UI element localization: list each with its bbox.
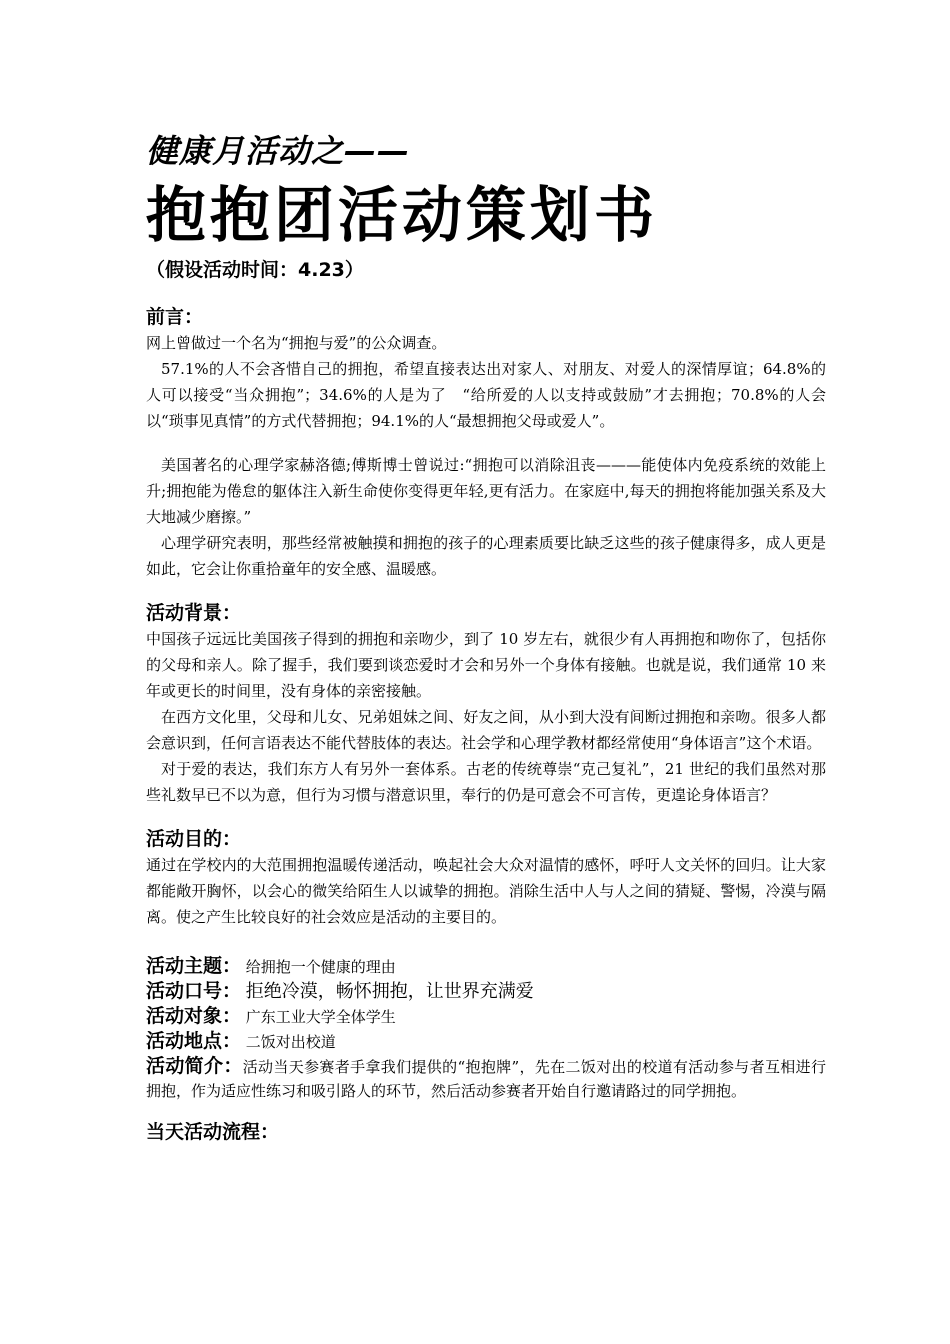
flow-heading: 当天活动流程：	[146, 1121, 280, 1143]
background-paragraph-3: 对于爱的表达，我们东方人有另外一套体系。古老的传统尊崇“克己复礼”，21 世纪的我们虽然对那些礼数早已不以为意，但行为习惯与潜意识里，奉行的仍是可意会不可言传，更遑论身体语言？	[146, 760, 826, 804]
preface-paragraph-4: 心理学研究表明，那些经常被触摸和拥抱的孩子的心理素质要比缺乏这些的孩子健康得多，成人更是如此，它会让你重拾童年的安全感、温暖感。	[146, 534, 826, 578]
theme-label: 活动主题：	[146, 955, 242, 977]
background-paragraph-1: 中国孩子远远比美国孩子得到的拥抱和亲吻少，到了 10 岁左右，就很少有人再拥抱和吻你了，包括你的父母和亲人。除了握手，我们要到谈恋爱时才会和另外一个身体有接触。也就是说，我们通常 10 来年或更长的时间里，没有身体的亲密接触。	[146, 630, 826, 700]
target-value: 广东工业大学全体学生	[245, 1008, 396, 1026]
location-value: 二饭对出校道	[245, 1033, 336, 1051]
preface-paragraph-1: 网上曾做过一个名为“拥抱与爱”的公众调查。	[146, 334, 447, 352]
purpose-heading: 活动目的：	[146, 828, 242, 850]
document-subtitle: 健康月活动之——	[146, 132, 411, 170]
purpose-paragraph: 通过在学校内的大范围拥抱温暖传递活动，唤起社会大众对温情的感怀，呼吁人文关怀的回归。让大家都能敞开胸怀，以会心的微笑给陌生人以诚挚的拥抱。消除生活中人与人之间的猜疑、警惕，冷漠与隔离。使之产生比较良好的社会效应是活动的主要目的。	[146, 856, 826, 926]
slogan-label: 活动口号：	[146, 980, 242, 1002]
date-note: （假设活动时间：4.23）	[146, 259, 364, 281]
intro-field	[146, 1054, 826, 1103]
preface-paragraph-3: 美国著名的心理学家赫洛德;傅斯博士曾说过:“拥抱可以消除沮丧———能使体内免疫系统的效能上升;拥抱能为倦怠的躯体注入新生命使你变得更年轻,更有活力。在家庭中,每天的拥抱将能加强关系及大大地减少磨擦。”	[146, 456, 826, 526]
background-heading: 活动背景：	[146, 602, 242, 624]
activity-fields	[146, 954, 826, 1103]
target-field	[146, 1004, 826, 1029]
document-page	[146, 128, 826, 1145]
preface-paragraph-2: 57.1%的人不会吝惜自己的拥抱，希望直接表达出对家人、对朋友、对爱人的深情厚谊；64.8%的人可以接受“当众拥抱”；34.6%的人是为了 “给所爱的人以支持或鼓励”才去拥抱；70.8%的人会以“琐事见真情”的方式代替拥抱；94.1%的人“最想拥抱父母或爱人”。	[146, 360, 826, 430]
preface-heading: 前言：	[146, 306, 204, 328]
location-label: 活动地点：	[146, 1030, 242, 1052]
theme-field	[146, 954, 826, 979]
location-field	[146, 1029, 826, 1054]
background-paragraph-2: 在西方文化里，父母和儿女、兄弟姐妹之间、好友之间，从小到大没有间断过拥抱和亲吻。很多人都会意识到，任何言语表达不能代替肢体的表达。社会学和心理学教材都经常使用“身体语言”这个术语。	[146, 708, 826, 752]
theme-value: 给拥抱一个健康的理由	[245, 958, 396, 976]
slogan-field	[146, 979, 826, 1004]
document-title: 抱抱团活动策划书	[146, 181, 658, 251]
intro-value: 活动当天参赛者手拿我们提供的“抱抱牌”，先在二饭对出的校道有活动参与者互相进行拥抱，作为适应性练习和吸引路人的环节，然后活动参赛者开始自行邀请路过的同学拥抱。	[146, 1058, 826, 1100]
slogan-value: 拒绝冷漠，畅怀拥抱，让世界充满爱	[245, 981, 534, 1002]
intro-label: 活动简介：	[146, 1055, 243, 1077]
target-label: 活动对象：	[146, 1005, 242, 1027]
